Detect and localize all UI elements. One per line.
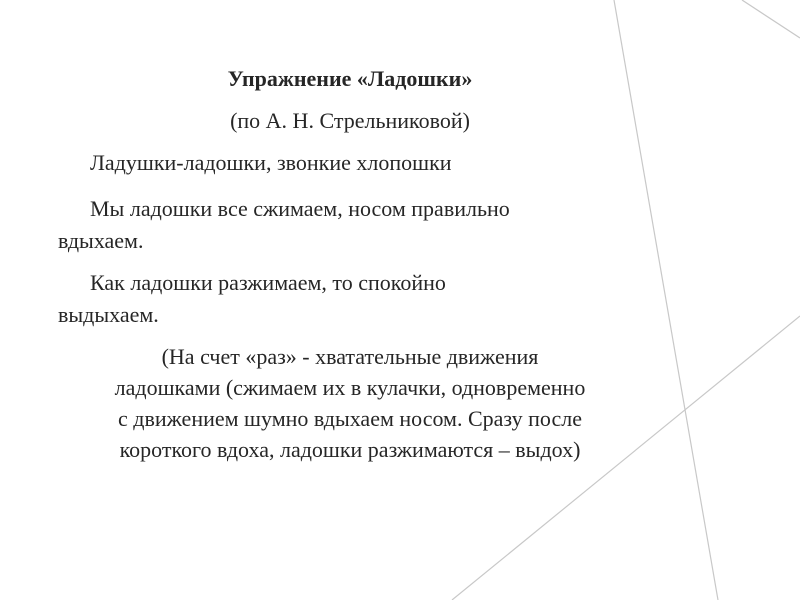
exercise-subtitle: (по А. Н. Стрельниковой) [230,108,470,133]
verse-line-1: Ладушки-ладошки, звонкие хлопошки [90,150,452,175]
note-line-3: с движением шумно вдыхаем носом. Сразу после [118,406,582,431]
verse-line-2: Мы ладошки все сжимаем, носом правильно [90,196,510,221]
verse-line-2-continuation: вдыхаем. [58,228,144,253]
note-line-1: (На счет «раз» - хватательные движения [161,344,539,369]
decor-line-corner [742,0,800,38]
exercise-title: Упражнение «Ладошки» [227,66,473,91]
note-line-2: ладошками (сжимаем их в кулачки, одновременно [114,375,586,400]
note-line-4: короткого вдоха, ладошки разжимаются – выдох) [119,437,581,462]
verse-line-3-continuation: выдыхаем. [58,302,159,327]
verse-line-3: Как ладошки разжимаем, то спокойно [90,270,446,295]
